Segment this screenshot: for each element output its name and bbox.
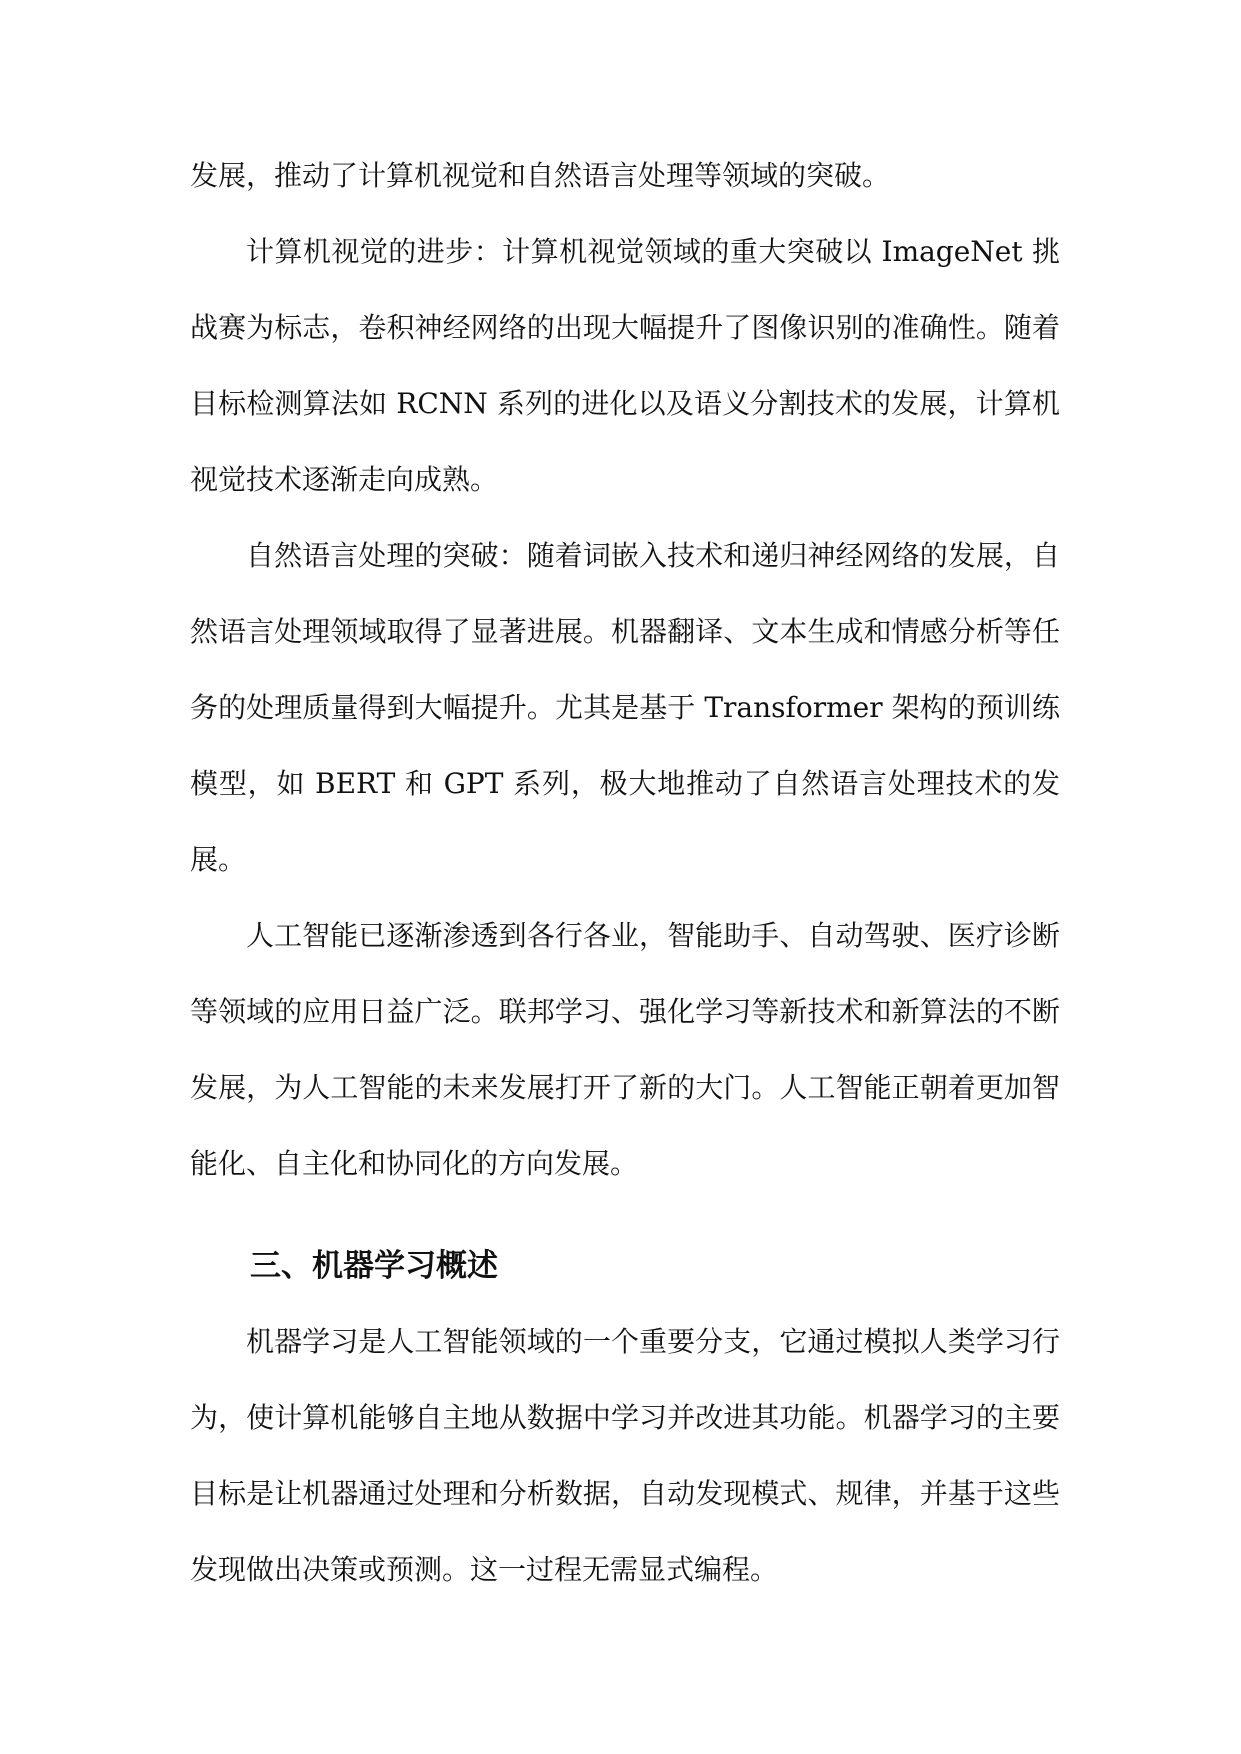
paragraph-ai-applications: 人工智能已逐渐渗透到各行各业，智能助手、自动驾驶、医疗诊断等领域的应用日益广泛。联邦学习、强化学习等新技术和新算法的不断发展，为人工智能的未来发展打开了新的大门。人工智能正朝着更加智能化、自主化和协同化的方向发展。 bbox=[190, 919, 1060, 1180]
paragraph-ml-overview: 机器学习是人工智能领域的一个重要分支，它通过模拟人类学习行为，使计算机能够自主地从数据中学习并改进其功能。机器学习的主要目标是让机器通过处理和分析数据，自动发现模式、规律，并基于这些发现做出决策或预测。这一过程无需显式编程。 bbox=[190, 1325, 1060, 1586]
paragraph-nlp: 自然语言处理的突破：随着词嵌入技术和递归神经网络的发展，自然语言处理领域取得了显著进展。机器翻译、文本生成和情感分析等任务的处理质量得到大幅提升。尤其是基于 Transformer 架构的预训练模型，如 BERT 和 GPT 系列，极大地推动了自然语言处理技术的发展。 bbox=[190, 539, 1060, 876]
section-heading: 三、机器学习概述 bbox=[250, 1248, 498, 1284]
document-body bbox=[190, 138, 1060, 1608]
paragraph-continuation: 发展，推动了计算机视觉和自然语言处理等领域的突破。 bbox=[190, 159, 891, 192]
paragraph-computer-vision: 计算机视觉的进步：计算机视觉领域的重大突破以 ImageNet 挑战赛为标志，卷积神经网络的出现大幅提升了图像识别的准确性。随着目标检测算法如 RCNN 系列的进化以及语义分割技术的发展，计算机视觉技术逐渐走向成熟。 bbox=[190, 235, 1060, 496]
